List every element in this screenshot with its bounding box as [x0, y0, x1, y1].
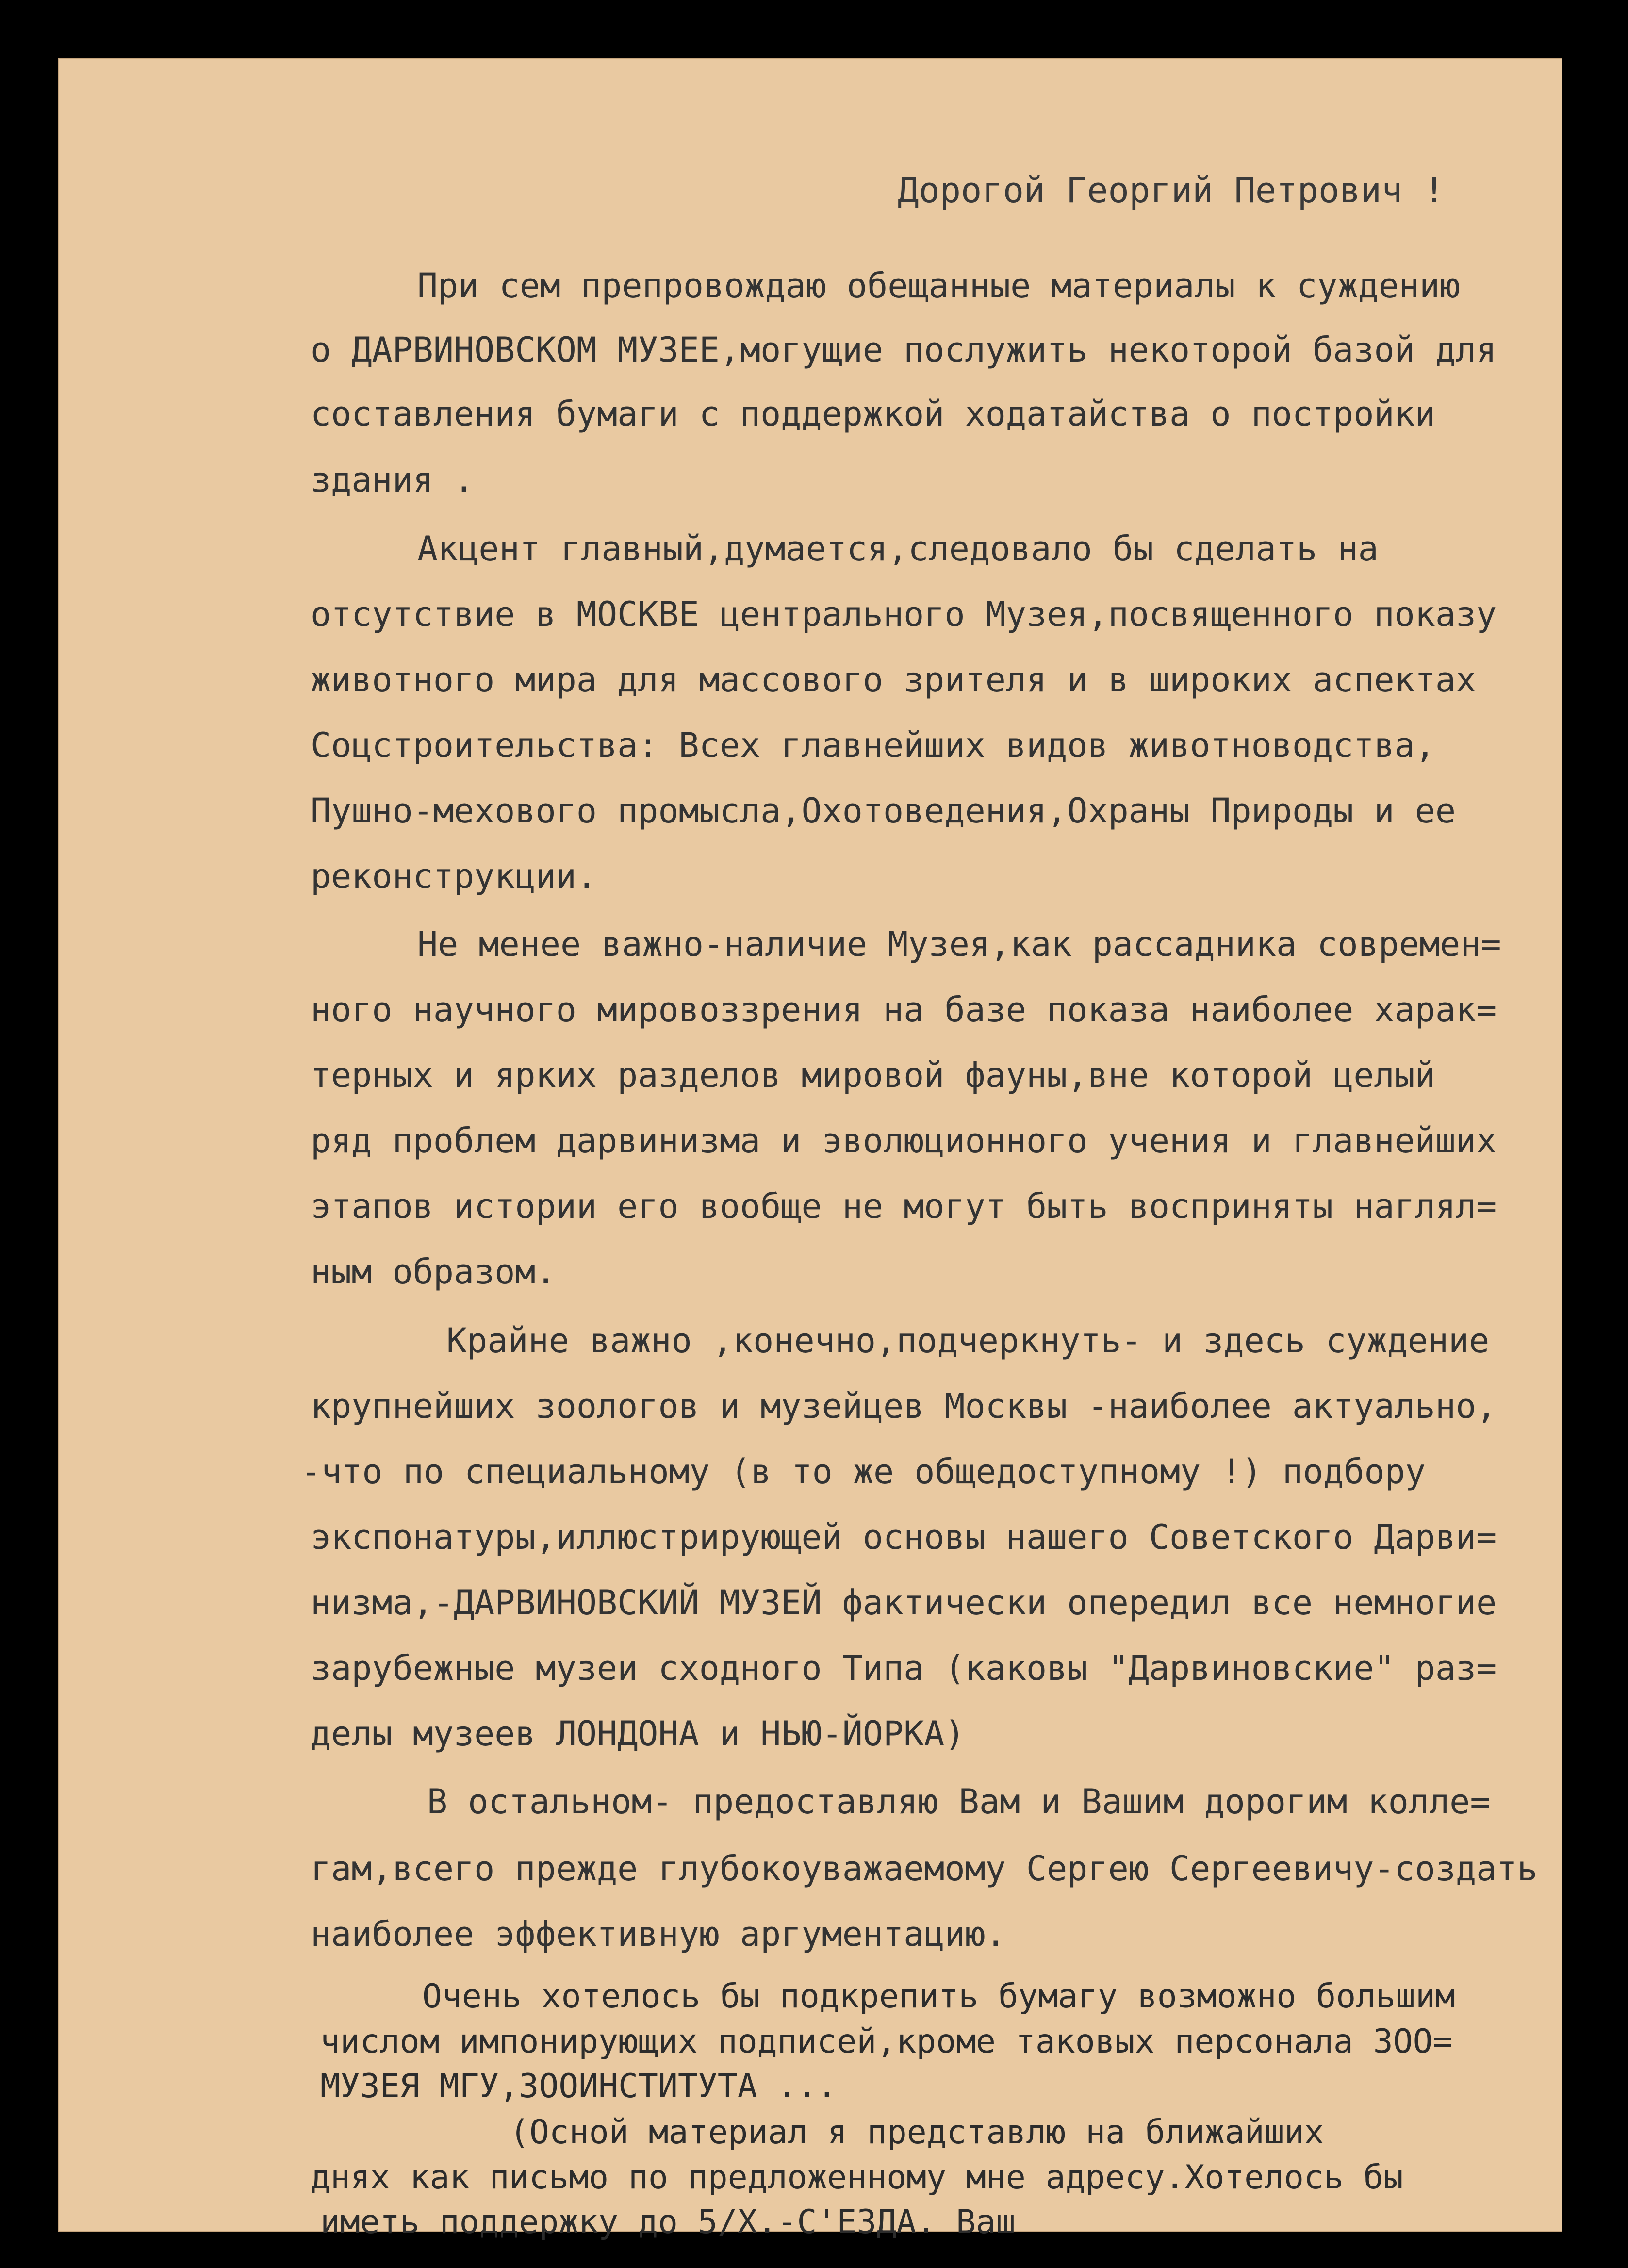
text-line: крупнейших зоологов и музейцев Москвы -наиболее актуально, — [311, 1386, 1497, 1426]
text-line: реконструкции. — [311, 856, 597, 896]
text-line: составления бумаги с поддержкой ходатайства о постройки — [311, 394, 1435, 434]
text-line: гам,всего прежде глубокоуважаемому Сергею Сергеевичу-создать — [311, 1849, 1538, 1889]
text-line: отсутствие в МОСКВЕ центрального Музея,посвященного показу — [311, 594, 1497, 634]
text-line: здания . — [311, 460, 475, 500]
text-line: терных и ярких разделов мировой фауны,вне которой целый — [311, 1055, 1435, 1095]
text-line: днях как письмо по предложенному мне адресу.Хотелось бы — [311, 2158, 1403, 2197]
greeting-line: Дорогой Георгий Петрович ! — [898, 170, 1445, 211]
text-line: В остальном- предоставляю Вам и Вашим дорогим колле= — [427, 1782, 1491, 1822]
text-line: этапов истории его вообще не могут быть восприняты наглял= — [311, 1186, 1497, 1226]
text-line: экспонатуры,иллюстрирующей основы нашего Советского Дарви= — [311, 1517, 1497, 1557]
text-line: Пушно-мехового промысла,Охотоведения,Охраны Природы и ее — [311, 791, 1456, 831]
text-line: зарубежные музеи сходного Типа (каковы "Дарвиновские" раз= — [311, 1648, 1497, 1688]
text-line: -что по специальному (в то же общедоступному !) подбору — [301, 1452, 1426, 1492]
text-line: (Осной материал я представлю на ближайших — [510, 2113, 1324, 2152]
text-line: При сем препровождаю обещанные материалы к суждению — [417, 266, 1461, 306]
text-line: животного мира для массового зрителя и в широких аспектах — [311, 660, 1477, 700]
text-line: Не менее важно-наличие Музея,как рассадника современ= — [417, 924, 1501, 964]
text-line: ряд проблем дарвинизма и эволюционного учения и главнейших — [311, 1121, 1497, 1161]
text-line: числом импонирующих подписей,кроме таковых персонала ЗОО= — [320, 2022, 1453, 2061]
text-line: Крайне важно ,конечно,подчеркнуть- и здесь суждение — [446, 1321, 1490, 1361]
text-line: делы музеев ЛОНДОНА и НЬЮ-ЙОРКА) — [311, 1714, 965, 1754]
text-line: ного научного мировоззрения на базе показа наиболее харак= — [311, 990, 1497, 1030]
text-line: МУЗЕЯ МГУ,ЗООИНСТИТУТА ... — [320, 2067, 837, 2105]
text-line: иметь поддержку до 5/Х.-С'ЕЗДА. Ваш — [320, 2203, 1016, 2241]
text-line: низма,-ДАРВИНОВСКИЙ МУЗЕЙ фактически опередил все немногие — [311, 1583, 1497, 1623]
text-line: ным образом. — [311, 1252, 556, 1292]
text-line: Соцстроительства: Всех главнейших видов животноводства, — [311, 725, 1435, 765]
text-line: Очень хотелось бы подкрепить бумагу возможно большим — [422, 1977, 1455, 2016]
text-line: наиболее эффективную аргументацию. — [311, 1914, 1006, 1954]
text-line: Акцент главный,думается,следовало бы сделать на — [417, 529, 1379, 569]
text-line: о ДАРВИНОВСКОМ МУЗЕЕ,могущие послужить некоторой базой для — [311, 330, 1497, 370]
